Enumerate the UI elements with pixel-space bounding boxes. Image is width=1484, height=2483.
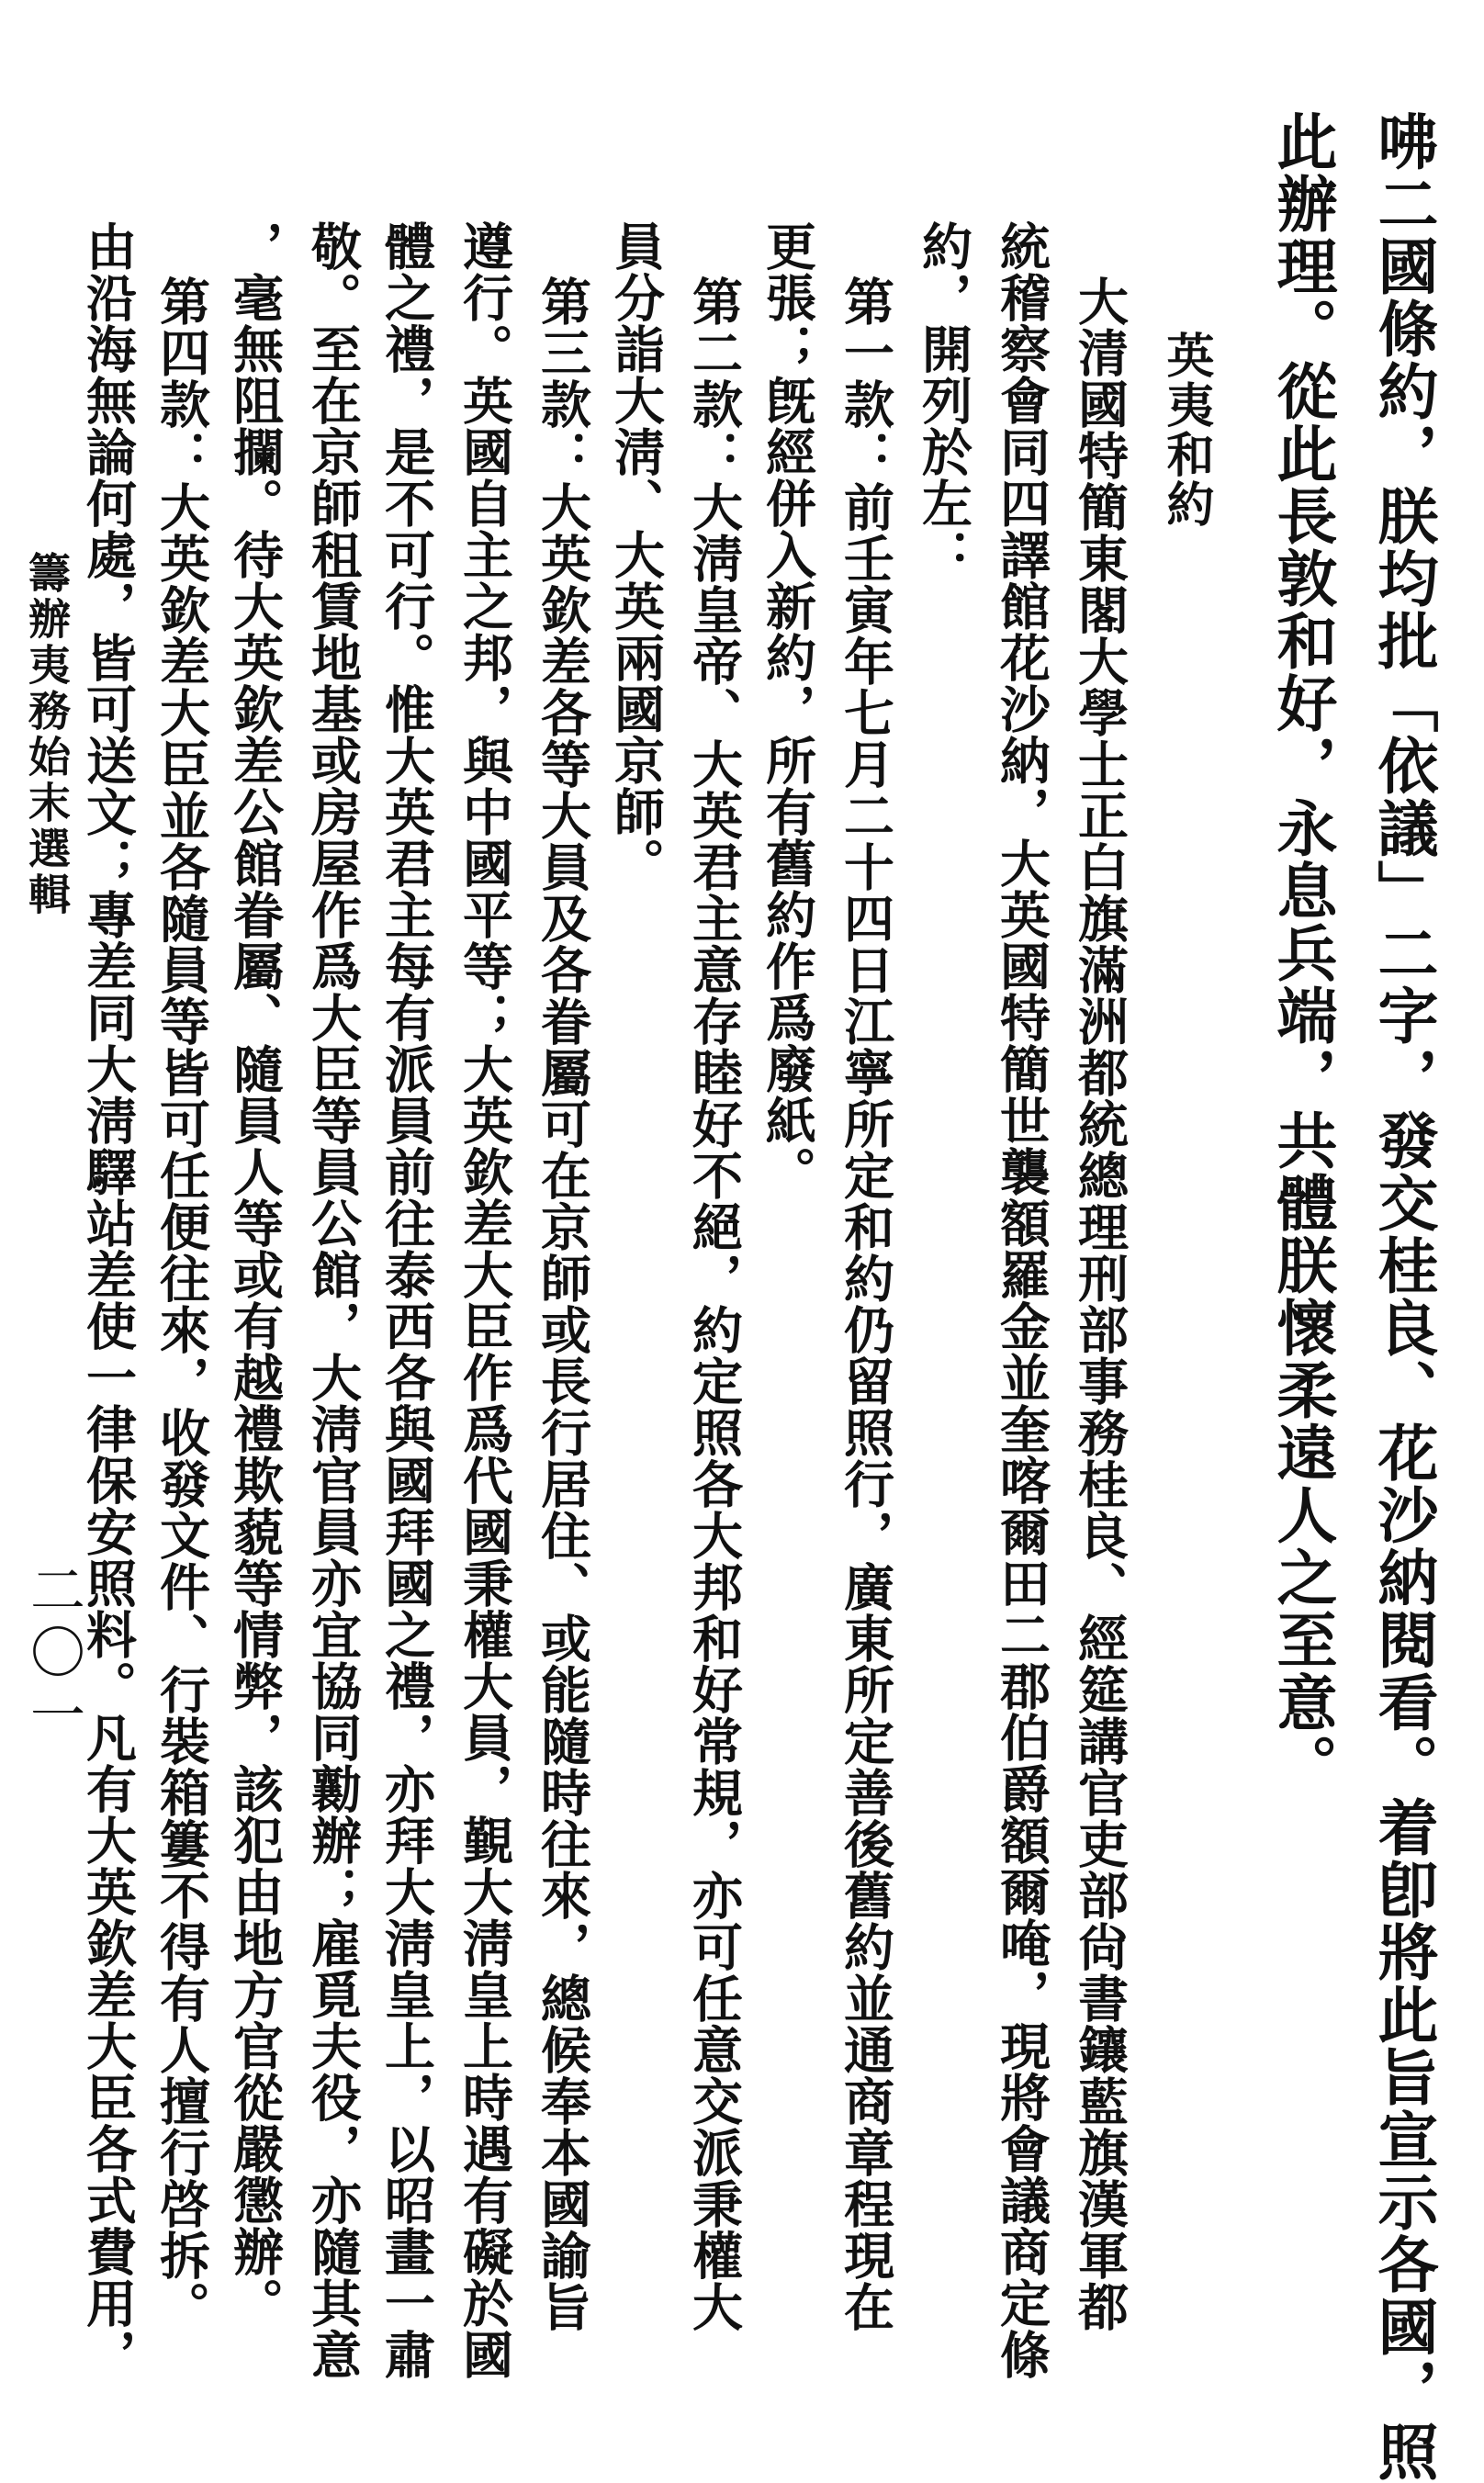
- text-column-8: 更張；旣經併入新約，所有舊約作爲廢紙。: [758, 220, 817, 1197]
- text-column-17: 由沿海無論何處，皆可送文；專差同大淸驛站差使一律保安照料。凡有大英欽差大臣各式費用，: [78, 220, 138, 2380]
- text-column-5: 統稽察會同四譯館花沙納，大英國特簡世襲額羅金並奎喀爾田二郡伯爵額爾唵，現將會議商定條: [992, 220, 1051, 2380]
- section-title: 英夷和約: [1158, 331, 1214, 529]
- text-column-11: 第三款：大英欽差各等大員及各眷屬可在京師或長行居住、或能隨時往來，總候奉本國諭旨: [533, 275, 592, 2332]
- running-title: 籌辦夷務始末選輯: [22, 551, 72, 918]
- text-column-16: 第四款：大英欽差大臣並各隨員等皆可任便往來，收發文件、行裝箱簍不得有人擅行啓拆。: [152, 275, 211, 2332]
- text-column-2: 此辦理。從此長敦和好，永息兵端，共體朕懷柔遠人之至意。: [1266, 110, 1338, 1796]
- text-column-13: 體之禮，是不可行。惟大英君主每有派員前往泰西各與國拜國之禮，亦拜大淸皇上，以昭畫一肅: [377, 220, 436, 2380]
- text-column-7: 第一款：前壬寅年七月二十四日江寧所定和約仍留照行，廣東所定善後舊約並通商章程現在: [836, 275, 895, 2332]
- text-column-10: 員分詣大淸、大英兩國京師。: [606, 220, 666, 889]
- text-column-1: 咈二國條約，朕均批「依議」二字，發交桂良、花沙納閱看。着卽將此旨宣示各國，照: [1367, 110, 1439, 2483]
- text-column-4: 大清國特簡東閣大學士正白旗滿洲都統總理刑部事務桂良、經筵講官吏部尙書鑲藍旗漢軍都: [1070, 275, 1130, 2332]
- page-number: 二〇一: [21, 1561, 85, 1748]
- text-column-9: 第二款：大淸皇帝、大英君主意存睦好不絕，約定照各大邦和好常規，亦可任意交派秉權大: [684, 275, 744, 2332]
- text-column-6: 約，開列於左：: [914, 220, 973, 580]
- text-column-15: ，毫無阻攔。待大英欽差公館眷屬、隨員人等或有越禮欺藐等情弊，該犯由地方官從嚴懲辦。: [225, 220, 285, 2329]
- text-column-14: 敬。至在京師租賃地基或房屋作爲大臣等員公館，大淸官員亦宜協同勷辦；雇覓夫役，亦隨其意: [303, 220, 363, 2380]
- text-column-12: 遵行。英國自主之邦，與中國平等；大英欽差大臣作爲代國秉權大員，覲大淸皇上時遇有礙於國: [455, 220, 514, 2380]
